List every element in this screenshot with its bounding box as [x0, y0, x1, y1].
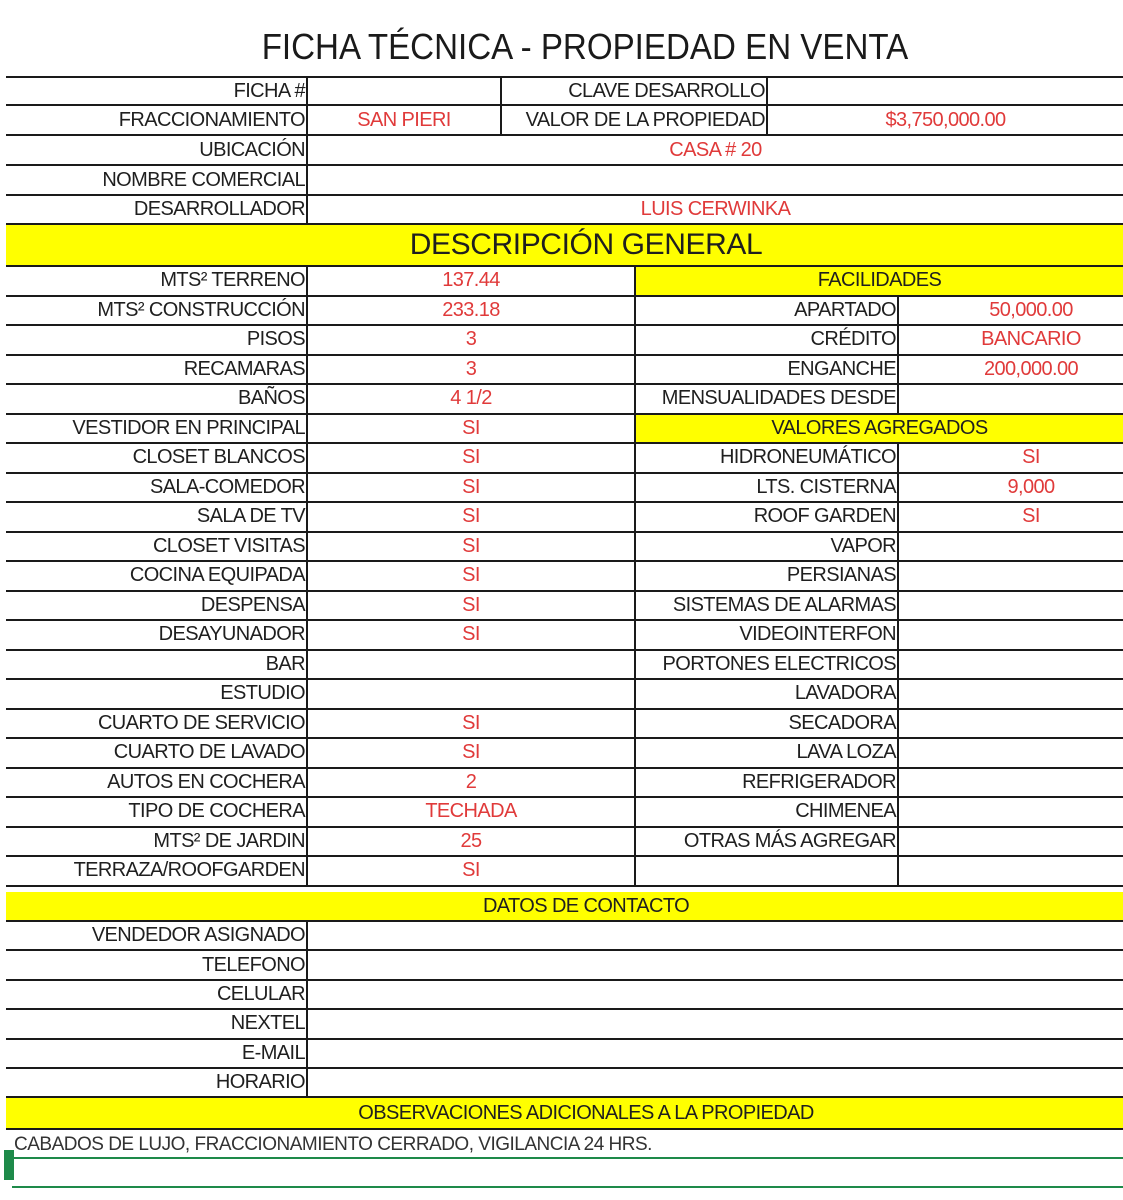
contacto-label: HORARIO [6, 1069, 308, 1096]
clave-label: CLAVE DESARROLLO [502, 78, 768, 104]
descripcion-label: AUTOS EN COCHERA [6, 769, 308, 797]
valores-agregados-value[interactable] [899, 592, 1123, 620]
contacto-label: E-MAIL [6, 1040, 308, 1067]
facilidades-label: MENSUALIDADES DESDE [636, 385, 899, 413]
table-row [6, 503, 1123, 533]
facilidades-value[interactable]: 50,000.00 [989, 298, 1073, 321]
descripcion-label: CUARTO DE LAVADO [6, 739, 308, 767]
valores-agregados-value[interactable] [899, 621, 1123, 649]
descripcion-value[interactable]: 3 [308, 326, 636, 354]
descripcion-value[interactable]: 3 [308, 356, 636, 384]
ubicacion-label: UBICACIÓN [6, 136, 308, 164]
observaciones-text[interactable]: CABADOS DE LUJO, FRACCIONAMIENTO CERRADO, VIGILANCIA 24 HRS. [14, 1134, 652, 1155]
descripcion-value[interactable]: SI [308, 503, 636, 531]
desarrollador-value[interactable]: LUIS CERWINKA [640, 198, 791, 220]
table-row [6, 444, 1123, 474]
contacto-label: CELULAR [6, 981, 308, 1008]
valores-agregados-header: VALORES AGREGADOS [636, 415, 1123, 443]
descripcion-label: CLOSET BLANCOS [6, 444, 308, 472]
valores-agregados-value[interactable]: SI [1022, 505, 1040, 528]
facilidades-value[interactable]: 200,000.00 [983, 357, 1079, 380]
valores-agregados-label: SECADORA [636, 710, 899, 738]
contacto-value[interactable] [308, 1010, 1123, 1037]
descripcion-label: BAÑOS [6, 385, 308, 413]
valores-agregados-value[interactable] [899, 710, 1123, 738]
descripcion-value[interactable]: 233.18 [308, 297, 636, 325]
contact-row [6, 1069, 1123, 1098]
table-row [6, 857, 1123, 887]
descripcion-value[interactable]: SI [308, 562, 636, 590]
table-row [6, 356, 1123, 386]
table-row [6, 267, 1123, 297]
valores-agregados-value[interactable]: SI [1022, 446, 1040, 469]
contacto-label: TELEFONO [6, 951, 308, 978]
row-ficha [6, 76, 1123, 106]
facilidades-header: FACILIDADES [636, 267, 1123, 295]
row-desarrollador [6, 196, 1123, 225]
table-row [6, 828, 1123, 858]
contacto-value[interactable] [308, 922, 1123, 949]
contact-row [6, 1010, 1123, 1039]
valores-agregados-value[interactable] [899, 533, 1123, 561]
valores-agregados-label: ROOF GARDEN [636, 503, 899, 531]
descripcion-value[interactable]: 137.44 [308, 267, 636, 295]
contacto-title: DATOS DE CONTACTO [482, 894, 690, 917]
descripcion-value[interactable]: SI [308, 444, 636, 472]
desarrollador-label: DESARROLLADOR [6, 196, 308, 223]
valores-agregados-label: VAPOR [636, 533, 899, 561]
descripcion-label: CUARTO DE SERVICIO [6, 710, 308, 738]
table-row [6, 592, 1123, 622]
descripcion-label: TIPO DE COCHERA [6, 798, 308, 826]
valores-agregados-label: PERSIANAS [636, 562, 899, 590]
descripcion-value[interactable]: SI [308, 621, 636, 649]
table-row [6, 739, 1123, 769]
table-row [6, 533, 1123, 563]
facilidades-value[interactable] [899, 385, 1123, 413]
contact-row [6, 922, 1123, 951]
contacto-header [6, 892, 1123, 922]
facilidades-label: ENGANCHE [636, 356, 899, 384]
table-row [6, 710, 1123, 740]
descripcion-label: RECAMARAS [6, 356, 308, 384]
table-row [6, 415, 1123, 445]
table-row [6, 385, 1123, 415]
descripcion-label: MTS² DE JARDIN [6, 828, 308, 856]
facilidades-label: CRÉDITO [636, 326, 899, 354]
table-row [6, 680, 1123, 710]
contact-row [6, 981, 1123, 1010]
valores-agregados-value[interactable]: 9,000 [1007, 475, 1055, 498]
table-row [6, 769, 1123, 799]
valores-agregados-value[interactable] [899, 769, 1123, 797]
valor-label: VALOR DE LA PROPIEDAD [502, 106, 768, 134]
descripcion-value[interactable]: 4 1/2 [308, 385, 636, 413]
empty-cell [636, 857, 899, 885]
facilidades-label: APARTADO [636, 297, 899, 325]
row-fraccionamiento [6, 106, 1123, 136]
descripcion-value[interactable]: TECHADA [308, 798, 636, 826]
descripcion-label: SALA-COMEDOR [6, 474, 308, 502]
table-row [6, 297, 1123, 327]
descripcion-label: BAR [6, 651, 308, 679]
descripcion-value[interactable]: SI [308, 415, 636, 443]
descripcion-value[interactable]: SI [308, 474, 636, 502]
descripcion-value[interactable] [308, 651, 636, 679]
contact-row [6, 1040, 1123, 1069]
valores-agregados-value[interactable] [899, 651, 1123, 679]
nombre-comercial-label: NOMBRE COMERCIAL [6, 166, 308, 194]
descripcion-label: DESAYUNADOR [6, 621, 308, 649]
descripcion-general-header [6, 225, 1123, 267]
descripcion-label: ESTUDIO [6, 680, 308, 708]
descripcion-value[interactable]: SI [308, 710, 636, 738]
valores-agregados-label: PORTONES ELECTRICOS [636, 651, 899, 679]
contacto-value[interactable] [308, 1040, 1123, 1067]
descripcion-value[interactable]: SI [308, 592, 636, 620]
valores-agregados-value[interactable] [899, 680, 1123, 708]
valores-agregados-label: LAVA LOZA [636, 739, 899, 767]
selection-border-bottom [12, 1186, 1123, 1188]
contacto-value[interactable] [308, 951, 1123, 978]
valores-agregados-value[interactable] [899, 739, 1123, 767]
fraccionamiento-label: FRACCIONAMIENTO [6, 106, 308, 134]
observaciones-header [6, 1098, 1123, 1130]
observaciones-title: OBSERVACIONES ADICIONALES A LA PROPIEDAD [358, 1101, 814, 1124]
ubicacion-value[interactable]: CASA # 20 [669, 138, 762, 161]
valores-agregados-label: SISTEMAS DE ALARMAS [636, 592, 899, 620]
ficha-value[interactable] [308, 78, 502, 104]
descripcion-label: PISOS [6, 326, 308, 354]
descripcion-value[interactable]: 25 [308, 828, 636, 856]
facilidades-value[interactable]: BANCARIO [981, 328, 1081, 351]
descripcion-value[interactable] [308, 680, 636, 708]
descripcion-label: DESPENSA [6, 592, 308, 620]
nombre-comercial-value[interactable] [308, 166, 1123, 194]
descripcion-value[interactable]: SI [308, 533, 636, 561]
row-nombre-comercial [6, 166, 1123, 196]
contacto-value[interactable] [308, 981, 1123, 1008]
valores-agregados-value[interactable] [899, 828, 1123, 856]
table-row [6, 562, 1123, 592]
descripcion-label: SALA DE TV [6, 503, 308, 531]
descripcion-label: COCINA EQUIPADA [6, 562, 308, 590]
valores-agregados-label: LAVADORA [636, 680, 899, 708]
table-row [6, 798, 1123, 828]
table-row [6, 474, 1123, 504]
fraccionamiento-value[interactable]: SAN PIERI [308, 106, 502, 134]
descripcion-label: CLOSET VISITAS [6, 533, 308, 561]
table-row [6, 326, 1123, 356]
page-title: FICHA TÉCNICA - PROPIEDAD EN VENTA [261, 26, 909, 67]
descripcion-value[interactable]: SI [308, 857, 636, 885]
valor-value[interactable]: $3,750,000.00 [885, 108, 1006, 131]
table-row [6, 651, 1123, 681]
descripcion-label: TERRAZA/ROOFGARDEN [6, 857, 308, 885]
contacto-label: NEXTEL [6, 1010, 308, 1037]
selection-handle[interactable] [4, 1150, 14, 1180]
ficha-label: FICHA # [6, 78, 308, 104]
row-ubicacion [6, 136, 1123, 166]
valores-agregados-label: CHIMENEA [636, 798, 899, 826]
valores-agregados-label: VIDEOINTERFON [636, 621, 899, 649]
descripcion-label: VESTIDOR EN PRINCIPAL [6, 415, 308, 443]
spreadsheet [6, 76, 1123, 1200]
valores-agregados-label: OTRAS MÁS AGREGAR [636, 828, 899, 856]
descripcion-general-title: DESCRIPCIÓN GENERAL [409, 228, 763, 261]
valores-agregados-value[interactable] [899, 798, 1123, 826]
clave-value[interactable] [768, 78, 1123, 104]
table-row [6, 621, 1123, 651]
descripcion-label: MTS² TERRENO [6, 267, 308, 295]
contacto-label: VENDEDOR ASIGNADO [6, 922, 308, 949]
descripcion-value[interactable]: 2 [308, 769, 636, 797]
valores-agregados-label: LTS. CISTERNA [636, 474, 899, 502]
selection-border-top [12, 1157, 1123, 1159]
valores-agregados-label: HIDRONEUMÁTICO [636, 444, 899, 472]
descripcion-value[interactable]: SI [308, 739, 636, 767]
contact-row [6, 951, 1123, 980]
descripcion-label: MTS² CONSTRUCCIÓN [6, 297, 308, 325]
valores-agregados-label: REFRIGERADOR [636, 769, 899, 797]
valores-agregados-value[interactable] [899, 562, 1123, 590]
contacto-value[interactable] [308, 1069, 1123, 1096]
